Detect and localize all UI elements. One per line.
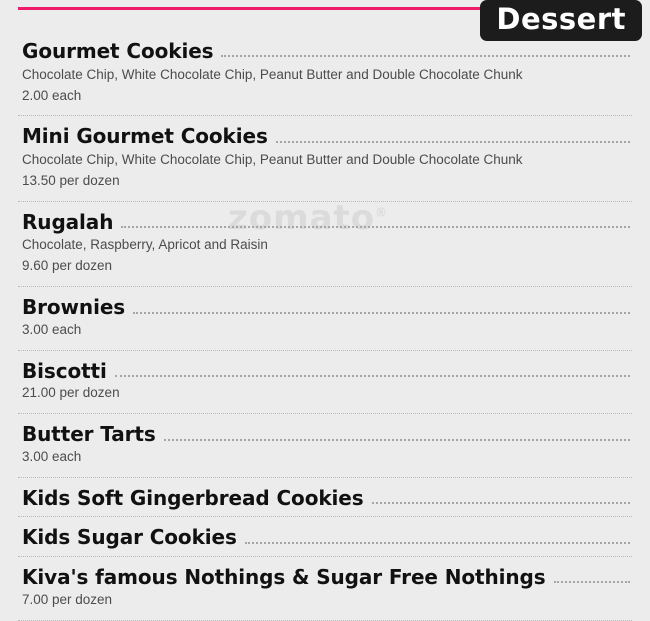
menu-item-name: Butter Tarts	[22, 422, 156, 447]
menu-item	[0, 487, 650, 511]
menu-item-description: Chocolate Chip, White Chocolate Chip, Peanut Butter and Double Chocolate Chunk	[22, 66, 523, 82]
dot-leader	[276, 140, 630, 143]
menu-item-name: Kids Sugar Cookies	[22, 525, 237, 550]
menu-item-price: 3.00 each	[22, 448, 82, 464]
menu-item	[0, 211, 650, 277]
menu-item-price: 13.50 per dozen	[22, 172, 120, 188]
menu-item-price: 2.00 each	[22, 87, 82, 103]
menu-item-header	[22, 360, 632, 384]
menu-item-price: 3.00 each	[22, 321, 82, 337]
menu-item-header	[22, 423, 632, 447]
menu-item	[0, 526, 650, 550]
dot-leader	[121, 225, 630, 228]
dot-leader	[245, 541, 630, 544]
section-badge: Dessert	[480, 0, 642, 41]
dot-leader	[133, 311, 630, 314]
menu-item	[0, 423, 650, 468]
menu-item-header	[22, 296, 632, 320]
dot-leader	[554, 580, 630, 583]
menu-item	[0, 566, 650, 611]
watermark-trademark: ®	[375, 205, 389, 220]
menu-item-header	[22, 211, 632, 235]
menu-item-name: Brownies	[22, 295, 126, 320]
menu-item-header	[22, 125, 632, 149]
dot-leader	[115, 374, 630, 377]
menu-item-description: Chocolate Chip, White Chocolate Chip, Peanut Butter and Double Chocolate Chunk	[22, 152, 523, 168]
menu-item-header	[22, 566, 632, 590]
menu-item-name: Biscotti	[22, 358, 107, 383]
dot-leader	[221, 54, 630, 57]
menu-item-price: 21.00 per dozen	[22, 385, 120, 401]
watermark-text: zomato	[228, 198, 376, 238]
menu-item	[0, 125, 650, 191]
menu-item-name: Kids Soft Gingerbread Cookies	[22, 485, 364, 510]
menu-item-header	[22, 40, 632, 64]
menu-list	[0, 40, 650, 621]
menu-item-description: Chocolate, Raspberry, Apricot and Raisin	[22, 237, 268, 253]
dot-leader	[164, 438, 630, 441]
menu-item	[0, 296, 650, 341]
menu-divider	[18, 620, 632, 621]
menu-item	[0, 360, 650, 405]
menu-item	[0, 40, 650, 106]
menu-item-name: Gourmet Cookies	[22, 39, 214, 63]
menu-item-name: Kiva's famous Nothings & Sugar Free Nothings	[22, 565, 546, 590]
menu-item-header	[22, 487, 632, 511]
menu-item-price: 9.60 per dozen	[22, 258, 113, 274]
menu-item-name: Rugalah	[22, 209, 114, 234]
menu-item-header	[22, 526, 632, 550]
menu-item-price: 7.00 per dozen	[22, 591, 113, 607]
dot-leader	[372, 501, 630, 504]
menu-item-name: Mini Gourmet Cookies	[22, 124, 268, 149]
